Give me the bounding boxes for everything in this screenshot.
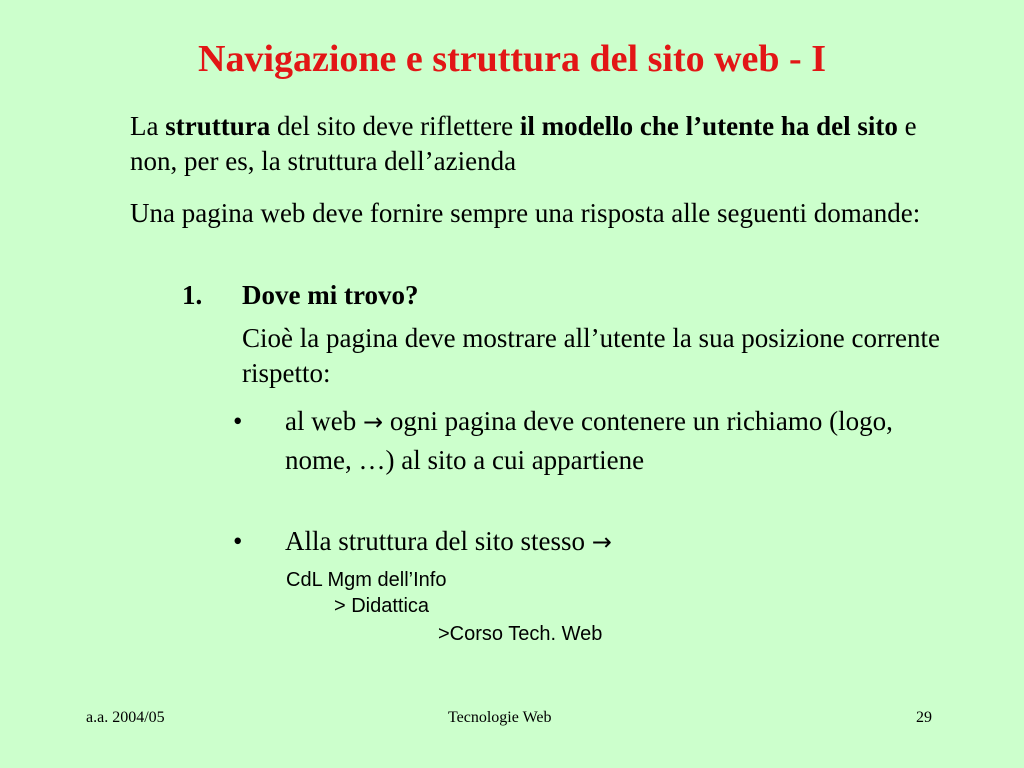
right-arrow-icon: → xyxy=(591,528,612,556)
question-item xyxy=(182,278,418,313)
bullet-web-text-1: al web xyxy=(285,406,363,436)
bullet-web-text-2: ogni pagina deve contenere un richiamo (logo, nome, …) al sito a cui appartiene xyxy=(285,406,893,475)
breadcrumb-level-3: >Corso Tech. Web xyxy=(438,623,603,645)
structure-keyword: struttura xyxy=(165,111,271,141)
footer-academic-year: a.a. 2004/05 xyxy=(86,709,165,726)
user-model-phrase: il modello che l’utente ha del sito xyxy=(519,111,898,141)
bullet-web xyxy=(285,402,925,479)
right-arrow-icon: → xyxy=(362,408,384,436)
bullet-site-structure xyxy=(285,522,925,561)
question-number: 1. xyxy=(182,280,203,310)
bullet-marker: • xyxy=(233,406,243,436)
questions-intro-paragraph: Una pagina web deve fornire sempre una risposta alle seguenti domande: xyxy=(130,198,921,228)
footer-course-name: Tecnologie Web xyxy=(448,709,552,726)
question-text: Dove mi trovo? xyxy=(242,280,419,310)
structure-paragraph-text-2: del sito deve riflettere xyxy=(270,111,520,141)
bullet-site-structure-text: Alla struttura del sito stesso xyxy=(285,526,592,556)
bullet-marker: • xyxy=(233,526,243,556)
slide-title: Navigazione e struttura del sito web - I xyxy=(198,38,826,80)
structure-paragraph-text-3: e non, per es, la struttura dell’azienda xyxy=(130,111,917,176)
breadcrumb-level-2: > Didattica xyxy=(334,595,430,617)
structure-paragraph-text-1: La xyxy=(130,111,166,141)
structure-paragraph xyxy=(130,109,960,179)
footer-page-number: 29 xyxy=(916,709,932,726)
question-explanation: Cioè la pagina deve mostrare all’utente la sua posizione corrente rispetto: xyxy=(242,323,940,388)
breadcrumb-level-1: CdL Mgm dell’Info xyxy=(286,569,447,591)
